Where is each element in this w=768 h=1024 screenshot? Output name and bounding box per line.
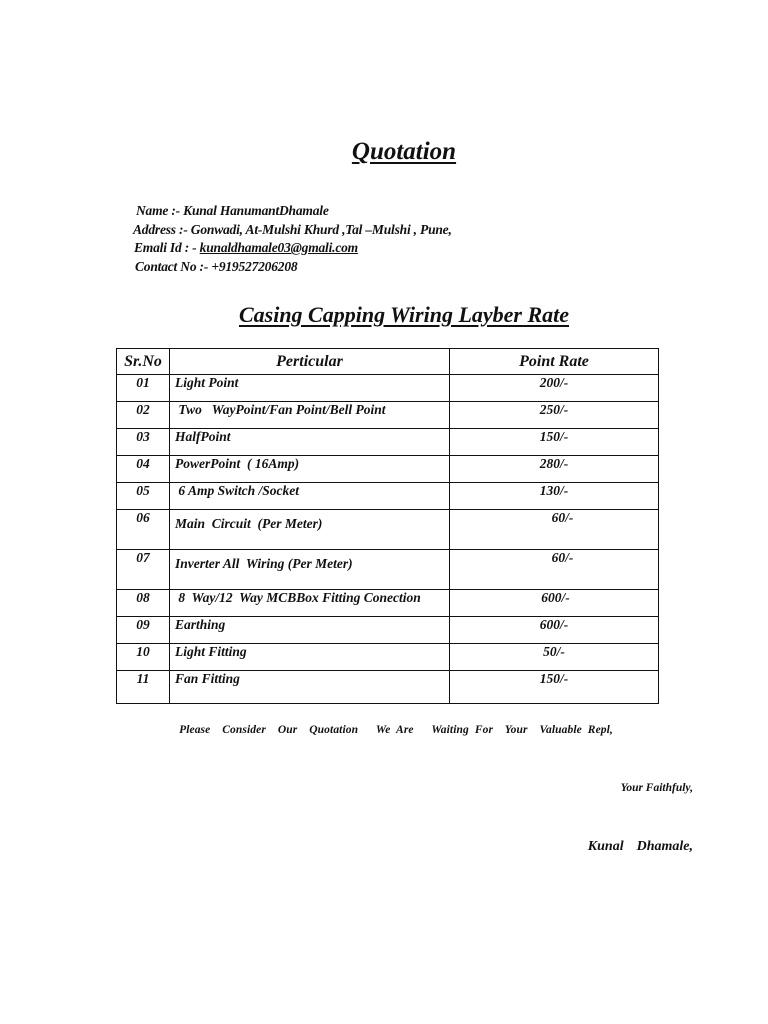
table-row: [117, 617, 659, 644]
row-particular: HalfPoint: [170, 429, 450, 456]
valediction: Your Faithfuly,: [620, 782, 693, 794]
row-sr-no: 11: [117, 671, 170, 704]
rate-table: [116, 348, 659, 704]
row-sr-no: 01: [117, 375, 170, 402]
row-particular: Inverter All Wiring (Per Meter): [170, 550, 450, 590]
header-sr-no: Sr.No: [117, 349, 170, 375]
row-rate: 250/-: [450, 402, 659, 429]
row-rate: 130/-: [450, 483, 659, 510]
header-point-rate: Point Rate: [450, 349, 659, 375]
closing-note: Please Consider Our Quotation We Are Waiting For Your Valuable Repl,: [179, 724, 613, 736]
row-sr-no: 08: [117, 590, 170, 617]
row-sr-no: 02: [117, 402, 170, 429]
table-row: [117, 590, 659, 617]
row-particular: Light Point: [170, 375, 450, 402]
row-sr-no: 07: [117, 550, 170, 590]
row-rate: 200/-: [450, 375, 659, 402]
table-row: [117, 483, 659, 510]
table-row: [117, 671, 659, 704]
row-particular: Fan Fitting: [170, 671, 450, 704]
email-line: [133, 239, 452, 258]
contact-info-block: [133, 202, 452, 276]
row-rate: 280/-: [450, 456, 659, 483]
name-line: Name :- Kunal HanumantDhamale: [136, 203, 329, 218]
table-row: [117, 402, 659, 429]
table-row: [117, 510, 659, 550]
row-sr-no: 05: [117, 483, 170, 510]
row-sr-no: 03: [117, 429, 170, 456]
row-rate: 60/-: [450, 550, 659, 590]
row-particular: 8 Way/12 Way MCBBox Fitting Conection: [170, 590, 450, 617]
row-sr-no: 09: [117, 617, 170, 644]
table-row: [117, 429, 659, 456]
row-particular: PowerPoint ( 16Amp): [170, 456, 450, 483]
signature: Kunal Dhamale,: [587, 839, 693, 854]
table-row: [117, 456, 659, 483]
row-particular: Light Fitting: [170, 644, 450, 671]
row-rate: 50/-: [450, 644, 659, 671]
row-particular: Earthing: [170, 617, 450, 644]
row-rate: 150/-: [450, 671, 659, 704]
email-link[interactable]: kunaldhamale03@gmali.com: [199, 240, 358, 255]
rate-table-title: Casing Capping Wiring Layber Rate: [238, 302, 570, 327]
row-particular: Two WayPoint/Fan Point/Bell Point: [170, 402, 450, 429]
header-particular: Perticular: [170, 349, 450, 375]
row-rate: 600/-: [450, 590, 659, 617]
row-particular: 6 Amp Switch /Socket: [170, 483, 450, 510]
row-rate: 600/-: [450, 617, 659, 644]
table-row: [117, 644, 659, 671]
row-sr-no: 10: [117, 644, 170, 671]
contact-line: Contact No :- +919527206208: [135, 258, 298, 274]
row-sr-no: 06: [117, 510, 170, 550]
table-header-row: [117, 349, 659, 375]
page-title: Quotation: [351, 138, 457, 165]
row-sr-no: 04: [117, 456, 170, 483]
email-label: Emali Id : -: [134, 240, 200, 255]
row-rate: 60/-: [450, 510, 659, 550]
row-rate: 150/-: [450, 429, 659, 456]
row-particular: Main Circuit (Per Meter): [170, 510, 450, 550]
table-row: [117, 375, 659, 402]
address-line: Address :- Gonwadi, At-Mulshi Khurd ,Tal –Mulshi , Pune,: [133, 221, 452, 237]
table-row: [117, 550, 659, 590]
